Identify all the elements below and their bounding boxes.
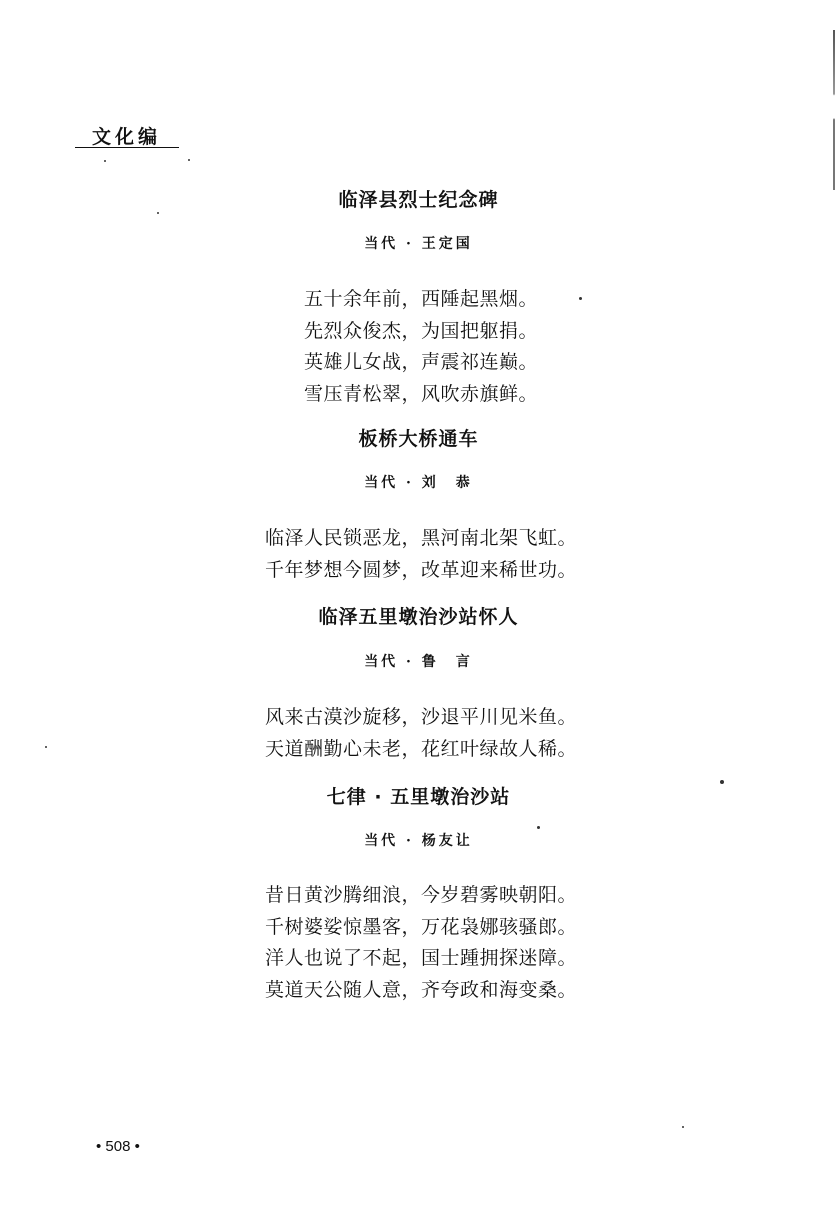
poem-line: 风来古漠沙旋移，沙退平川见米鱼。	[265, 706, 578, 728]
poem-line: 英雄儿女战，声震祁连巅。	[304, 351, 539, 373]
poem-line: 先烈众俊杰，为国把躯捐。	[304, 319, 539, 342]
scan-speck	[682, 1126, 684, 1128]
scan-speck	[188, 159, 190, 161]
scan-speck	[579, 297, 582, 300]
poem-line: 莫道天公随人意，齐夸政和海变桑。	[265, 978, 578, 1001]
page-number: • 508 •	[96, 1138, 140, 1155]
poem-author: 当代 · 杨友让	[364, 833, 473, 849]
poem-line: 千树婆娑惊墨客，万花袅娜骇骚郎。	[265, 915, 578, 938]
poem-author: 当代 · 鲁 言	[364, 654, 473, 670]
scan-speck	[104, 160, 106, 162]
poem-line: 洋人也说了不起，国士踵拥探迷障。	[265, 947, 578, 969]
poem-title: 七律 · 五里墩治沙站	[326, 786, 511, 808]
page-edge-scan-mark	[833, 30, 835, 190]
poem-body	[265, 702, 577, 765]
poem-body	[265, 523, 577, 586]
poem-author: 当代 · 王定国	[364, 236, 473, 252]
section-header: 文化编	[92, 126, 162, 148]
scan-speck	[45, 746, 47, 748]
poem-line: 临泽人民锁恶龙，黑河南北架飞虹。	[265, 527, 578, 549]
poem-line: 天道酬勤心未老，花红叶绿故人稀。	[265, 737, 578, 760]
poem-title: 临泽五里墩治沙站怀人	[318, 606, 519, 628]
poem-line: 五十余年前，西陲起黑烟。	[304, 288, 539, 310]
poem-body	[304, 284, 538, 410]
poem-author: 当代 · 刘 恭	[364, 475, 473, 491]
scan-speck	[537, 826, 540, 829]
poem-line: 千年梦想今圆梦，改革迎来稀世功。	[265, 558, 578, 581]
scan-speck	[720, 780, 724, 784]
poem-title: 临泽县烈士纪念碑	[338, 189, 499, 211]
poem-line: 昔日黄沙腾细浪，今岁碧雾映朝阳。	[265, 884, 578, 906]
header-underline	[75, 147, 179, 148]
poem-title: 板桥大桥通车	[358, 428, 479, 450]
poem-body	[265, 880, 577, 1006]
poem-line: 雪压青松翠，风吹赤旗鲜。	[304, 382, 539, 405]
scan-speck	[157, 212, 159, 214]
